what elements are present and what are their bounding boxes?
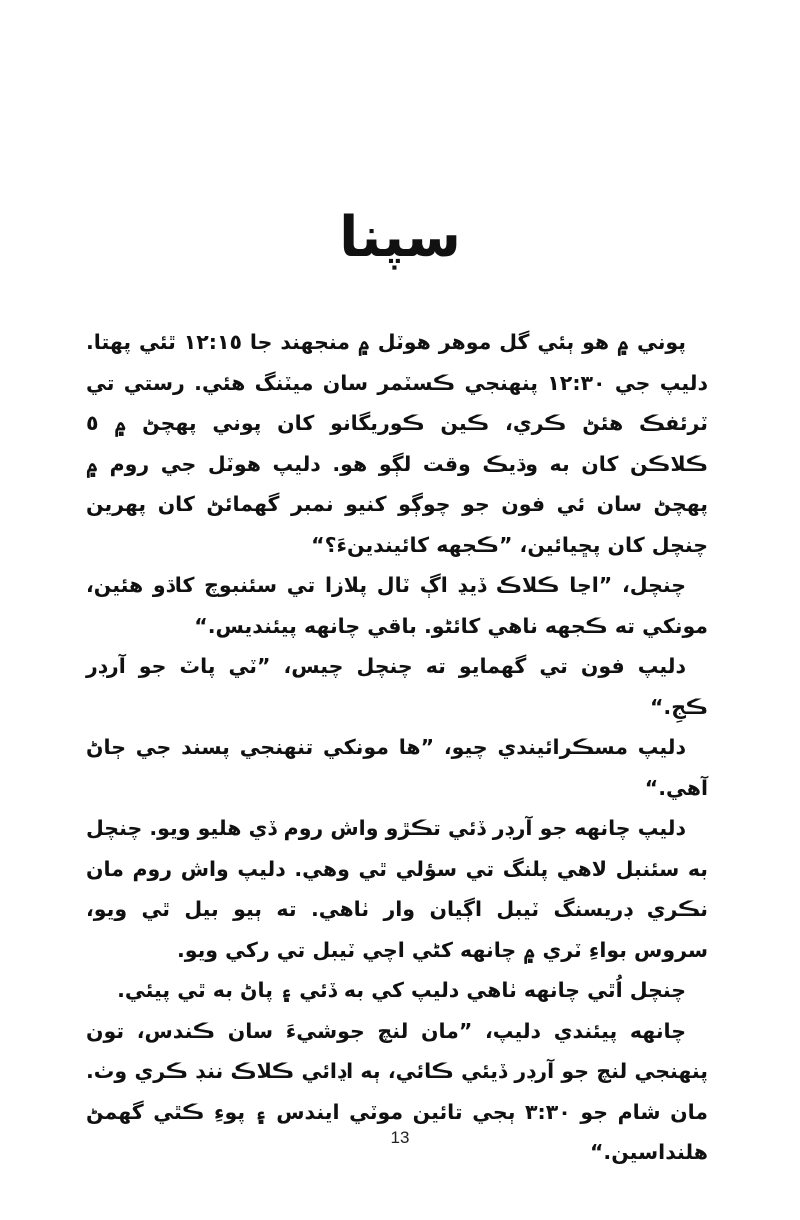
page-number: 13 (390, 1128, 410, 1147)
chapter-title: سپنا (339, 205, 461, 270)
paragraph: دليپ چانهه جو آرڊر ڏئي تڪڙو واش روم ڏي هليو ويو. چنچل به سئنبل لاهي پلنگ تي سؤلي ٿي وهي. دليپ واش روم مان نڪري ڊريسنگ ٽيبل اڳيان وار ٺاهي. ته ٻيو بيل ٿي ويو، سروس بواءِ ٽري ۾ چانهه کڻي اچي ٽيبل تي رکي ويو. (86, 816, 708, 962)
paragraph: دليپ مسڪرائيندي چيو، ”ها مونکي تنهنجي پسند جي ڄاڻ آهي.“ (86, 735, 708, 800)
paragraph: پوني ۾ هو ٻئي گل موهر هوٽل ۾ منجهند جا ١٢:١٥ ٿئي پهتا. دليپ جي ١٢:٣٠ پنهنجي ڪسٽمر سان ميٽنگ هئي. رستي تي ٽرئفڪ هئڻ ڪري، ڪين ڪوريگانو کان پوني پهچڻ ۾ ٥ ڪلاڪن کان به وڌيڪ وقت لڳو هو. دليپ هوٽل جي روم ۾ پهچڻ سان ئي فون جو چوڳو کنيو نمبر گهمائڻ کان پهرين چنچل کان پڇيائين، ”ڪجهه کائيندينءَ؟“ (86, 330, 709, 557)
body-text (86, 322, 708, 1173)
paragraph: چنچل، ”اڃا ڪلاڪ ڏيڍ اڳ ٽال پلازا تي سئنبوچ کاڌو هئين، مونکي ته ڪجهه ناهي کائڻو. باقي چانهه پيئنديس.“ (86, 573, 708, 638)
paragraph: چنچل اُٿي چانهه ٺاهي دليپ کي به ڏئي ۽ پاڻ به ٿي پيئي. (117, 978, 686, 1002)
paragraph: چانهه پيئندي دليپ، ”مان لنچ جوشيءَ سان ڪندس، تون پنهنجي لنچ جو آرڊر ڏيئي ڪائي، ٻه اڍائي ڪلاڪ ننڊ ڪري وٺ. مان شام جو ٣:٣٠ ٻجي تائين موٽي ايندس ۽ پوءِ ڪٿي گهمڻ هلنداسين.“ (86, 1018, 708, 1164)
paragraph: دليپ فون تي گهمايو ته چنچل چيس، ”ٽي پاٽ جو آرڊر ڪجِ.“ (86, 654, 708, 719)
